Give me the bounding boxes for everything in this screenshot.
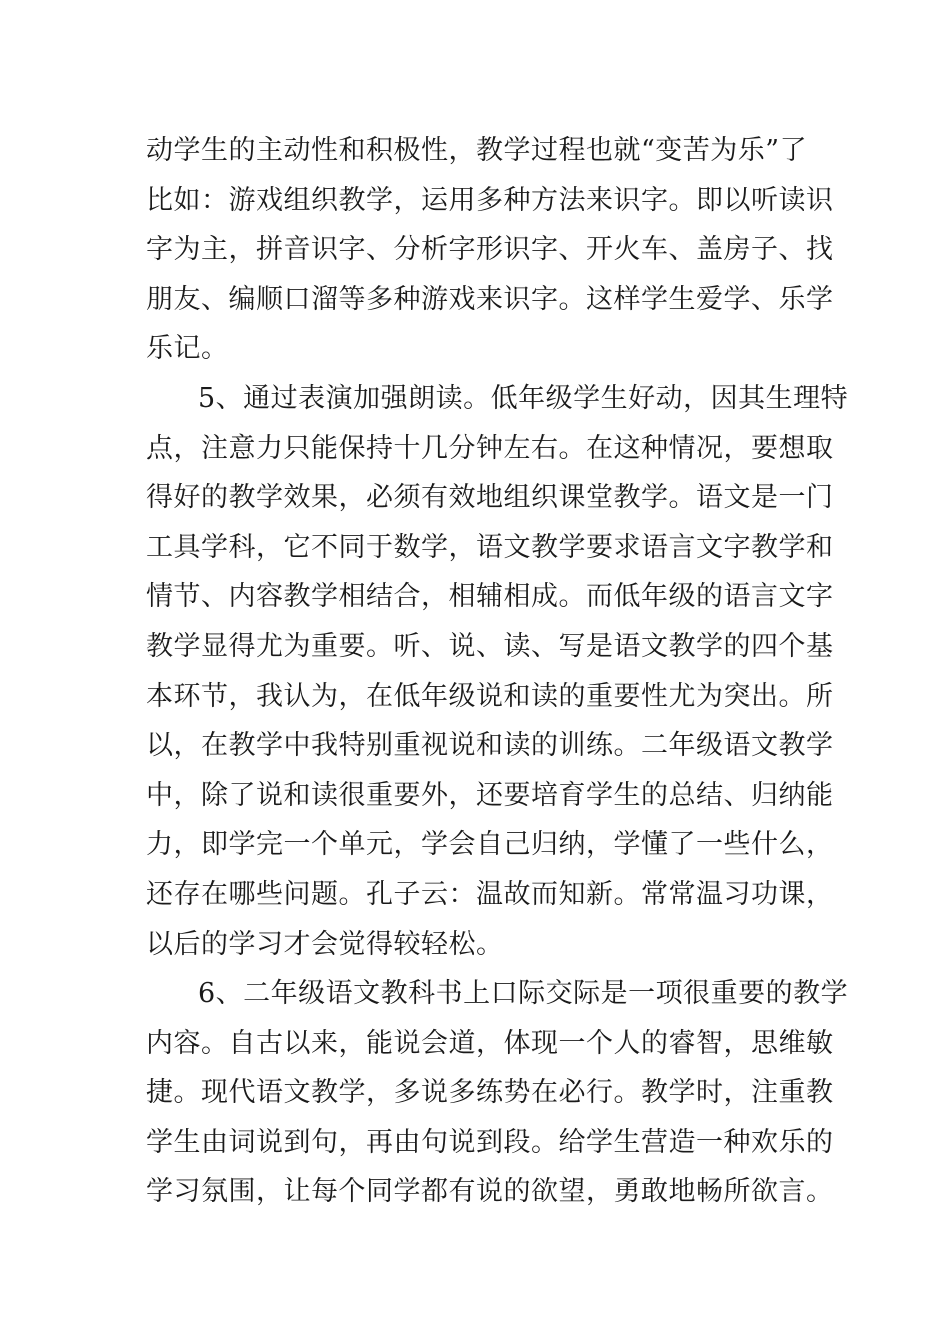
text-line: 字为主，拼音识字、分析字形识字、开火车、盖房子、找	[146, 234, 834, 266]
text-line: 比如：游戏组织教学，运用多种方法来识字。即以听读识	[146, 184, 834, 216]
text-line: 还存在哪些问题。孔子云：温故而知新。常常温习功课，	[146, 878, 834, 910]
text-line: 情节、内容教学相结合，相辅相成。而低年级的语言文字	[146, 581, 834, 613]
text-line: 以，在教学中我特别重视说和读的训练。二年级语文教学	[146, 730, 834, 762]
text-line: 学习氛围，让每个同学都有说的欲望，勇敢地畅所欲言。	[146, 1176, 834, 1208]
text-line: 学生由词说到句，再由句说到段。给学生营造一种欢乐的	[146, 1126, 834, 1158]
text-line: 中，除了说和读很重要外，还要培育学生的总结、归纳能	[146, 779, 834, 811]
text-line: 力，即学完一个单元，学会自己归纳，学懂了一些什么，	[146, 829, 834, 861]
text-line: 工具学科，它不同于数学，语文教学要求语言文字教学和	[146, 531, 834, 563]
text-line: 点，注意力只能保持十几分钟左右。在这种情况，要想取	[146, 432, 834, 464]
body-text	[146, 126, 849, 1217]
text-line: 以后的学习才会觉得较轻松。	[146, 928, 504, 960]
text-line: 本环节，我认为，在低年级说和读的重要性尤为突出。所	[146, 680, 834, 712]
paragraph-5-first-line: 5、通过表演加强朗读。低年级学生好动，因其生理特	[198, 382, 849, 414]
text-line: 教学显得尤为重要。听、说、读、写是语文教学的四个基	[146, 630, 834, 662]
text-line: 朋友、编顺口溜等多种游戏来识字。这样学生爱学、乐学	[146, 283, 834, 315]
text-line: 动学生的主动性和积极性，教学过程也就“变苦为乐”了	[146, 135, 808, 166]
text-line: 内容。自古以来，能说会道，体现一个人的睿智，思维敏	[146, 1027, 834, 1059]
text-line: 乐记。	[146, 333, 229, 365]
text-line: 捷。现代语文教学，多说多练势在必行。教学时，注重教	[146, 1077, 834, 1109]
text-line: 得好的教学效果，必须有效地组织课堂教学。语文是一门	[146, 482, 834, 514]
paragraph-6-first-line: 6、二年级语文教科书上口际交际是一项很重要的教学	[198, 978, 849, 1010]
